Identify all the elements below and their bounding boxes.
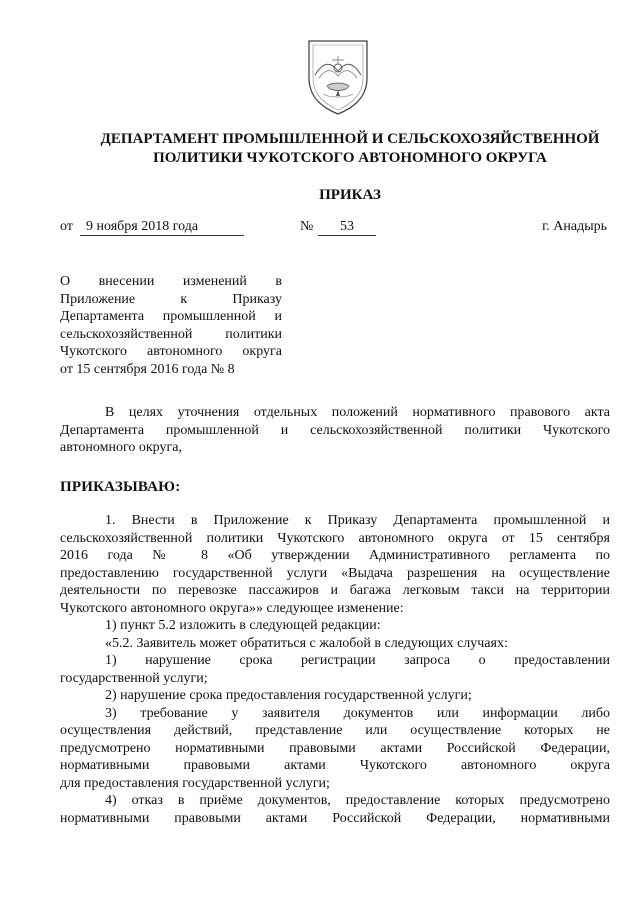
order-number: 53 xyxy=(318,219,376,236)
body-line: для предоставления государственной услуги; xyxy=(60,775,330,791)
order-body xyxy=(60,512,610,827)
body-line: государственной услуги; xyxy=(60,670,208,686)
order-directive-word: ПРИКАЗЫВАЮ: xyxy=(60,479,181,495)
subject-line: от 15 сентября 2016 года № 8 xyxy=(60,361,235,377)
body-line: 1) пункт 5.2 изложить в следующей редакции: xyxy=(105,618,381,633)
number-sign: № xyxy=(300,219,314,234)
city-name: г. Анадырь xyxy=(542,219,607,234)
subject-line: сельскохозяйственной политики xyxy=(60,326,282,342)
subject-line: Чукотского автономного округа xyxy=(60,344,282,359)
order-date: 9 ноября 2018 года xyxy=(80,219,244,236)
body-line: Чукотского автономного округа»» следующее изменение: xyxy=(60,600,404,616)
document-type-heading: ПРИКАЗ xyxy=(319,187,381,203)
body-line: 1. Внести в Приложение к Приказу Департамента промышленной и xyxy=(105,513,610,528)
body-line: предоставлению государственной услуги «Выдача разрешения на осуществление xyxy=(60,565,610,581)
preamble-paragraph xyxy=(60,404,610,457)
department-title-line-2: ПОЛИТИКИ ЧУКОТСКОГО АВТОНОМНОГО ОКРУГА xyxy=(153,150,547,166)
date-prefix: от xyxy=(60,219,73,234)
subject-line: Приложение к Приказу xyxy=(60,291,282,307)
body-line: осуществления действий, представление или осуществление которых не xyxy=(60,723,610,738)
body-line: 2016 года № 8 «Об утверждении Административного регламента по xyxy=(60,548,610,563)
body-line: сельскохозяйственной политики Чукотского автономного округа от 15 сентября xyxy=(60,530,610,546)
order-subject xyxy=(60,273,282,378)
subject-line: О внесении изменений в xyxy=(60,274,282,289)
body-line: «5.2. Заявитель может обратиться с жалобой в следующих случаях: xyxy=(105,635,508,651)
preamble-line: В целях уточнения отдельных положений нормативного правового акта xyxy=(105,405,610,420)
body-line: нормативными правовыми актами Российской Федерации, нормативными xyxy=(60,810,610,826)
body-line: 4) отказ в приёме документов, предоставление которых предусмотрено xyxy=(105,793,610,808)
body-line: нормативными правовыми актами Чукотского автономного округа xyxy=(60,758,610,773)
coat-of-arms-emblem xyxy=(303,38,373,116)
department-title-line-1: ДЕПАРТАМЕНТ ПРОМЫШЛЕННОЙ И СЕЛЬСКОХОЗЯЙСТВЕННОЙ xyxy=(100,131,600,147)
preamble-line: Департамента промышленной и сельскохозяйственной политики Чукотского xyxy=(60,422,610,438)
body-line: предусмотрено нормативными правовыми актами Российской Федерации, xyxy=(60,740,610,756)
body-line: деятельности по перевозке пассажиров и багажа легковым такси на территории xyxy=(60,583,610,598)
preamble-line: автономного округа, xyxy=(60,440,182,455)
body-line: 2) нарушение срока предоставления государственной услуги; xyxy=(105,688,472,703)
body-line: 3) требование у заявителя документов или информации либо xyxy=(105,705,610,721)
subject-line: Департамента промышленной и xyxy=(60,309,282,324)
body-line: 1) нарушение срока регистрации запроса о предоставлении xyxy=(105,653,610,668)
